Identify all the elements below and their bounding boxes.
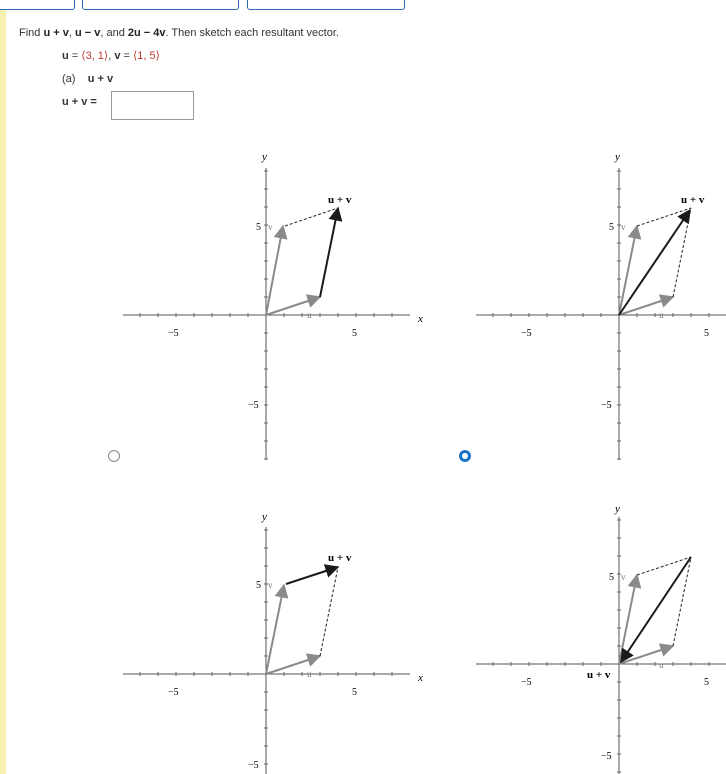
tick-neg-x: −5 [168, 328, 179, 339]
graph-option-c [123, 511, 423, 774]
prompt-find: Find [19, 27, 41, 39]
u-value: ⟨3, 1⟩ [81, 50, 109, 62]
sum-arrow [320, 208, 338, 297]
tick-neg-x: −5 [521, 677, 532, 688]
expr-u-plus-v: u + v [43, 27, 69, 39]
v-arrow [266, 585, 284, 674]
dashed-edge [285, 208, 338, 226]
u-tag: u [307, 669, 312, 679]
tick-pos-x: 5 [704, 677, 709, 688]
v-tag: v [268, 222, 273, 232]
graph-option-d [476, 503, 726, 774]
tick-pos-x: 5 [704, 328, 709, 339]
v-value: ⟨1, 5⟩ [133, 50, 160, 62]
part-a-expr: u + v [87, 73, 114, 85]
tick-pos-y: 5 [256, 222, 261, 233]
sum-label: u + v [587, 669, 611, 681]
v-tag: v [268, 580, 273, 590]
tick-neg-y: −5 [248, 400, 259, 411]
y-label: y [262, 511, 267, 523]
dashed-edge-top [637, 208, 691, 226]
part-a-label: (a) [62, 73, 76, 85]
dashed-edge-top [637, 557, 691, 575]
tick-neg-y: −5 [601, 751, 612, 762]
x-label: x [418, 313, 423, 325]
u-tag: u [659, 660, 664, 670]
tick-neg-y: −5 [248, 760, 259, 771]
v-arrow [266, 226, 283, 315]
tick-pos-x: 5 [352, 328, 357, 339]
sum-label: u + v [328, 194, 352, 206]
u-tag: u [307, 310, 312, 320]
tick-neg-x: −5 [168, 687, 179, 698]
graph-option-b [476, 151, 726, 460]
x-label: x [418, 672, 423, 684]
v-label: v [114, 50, 121, 62]
tick-pos-y: 5 [609, 572, 614, 583]
u-arrow [619, 297, 673, 315]
answer-label: u + v = [62, 96, 97, 108]
tick-pos-x: 5 [352, 687, 357, 698]
dashed-edge [320, 567, 338, 656]
u-arrow [266, 297, 320, 315]
vector-definitions: u = ⟨3, 1⟩, v = ⟨1, 5⟩ [62, 50, 160, 62]
u-arrow [619, 646, 673, 664]
v-tag: v [621, 572, 626, 582]
tick-pos-y: 5 [609, 222, 614, 233]
y-label: y [262, 151, 267, 163]
prompt-and: and [106, 27, 125, 39]
u-tag: u [659, 310, 664, 320]
u-label: u [62, 50, 69, 62]
sum-label: u + v [681, 194, 705, 206]
y-label: y [615, 503, 620, 515]
sum-label: u + v [328, 552, 352, 564]
v-tag: v [621, 222, 626, 232]
tick-neg-x: −5 [521, 328, 532, 339]
tick-neg-y: −5 [601, 400, 612, 411]
question-prompt: Find u + v, u − v, and 2u − 4v. Then sketch each resultant vector. [19, 27, 339, 39]
tick-pos-y: 5 [256, 580, 261, 591]
u-arrow [266, 656, 320, 674]
expr-2u-minus-4v: 2u − 4v [127, 27, 166, 39]
y-label: y [615, 151, 620, 163]
sum-arrow [286, 567, 338, 584]
graph-option-a [123, 151, 423, 460]
expr-u-minus-v: u − v [74, 27, 101, 39]
prompt-tail: . Then sketch each resultant vector. [165, 27, 339, 39]
